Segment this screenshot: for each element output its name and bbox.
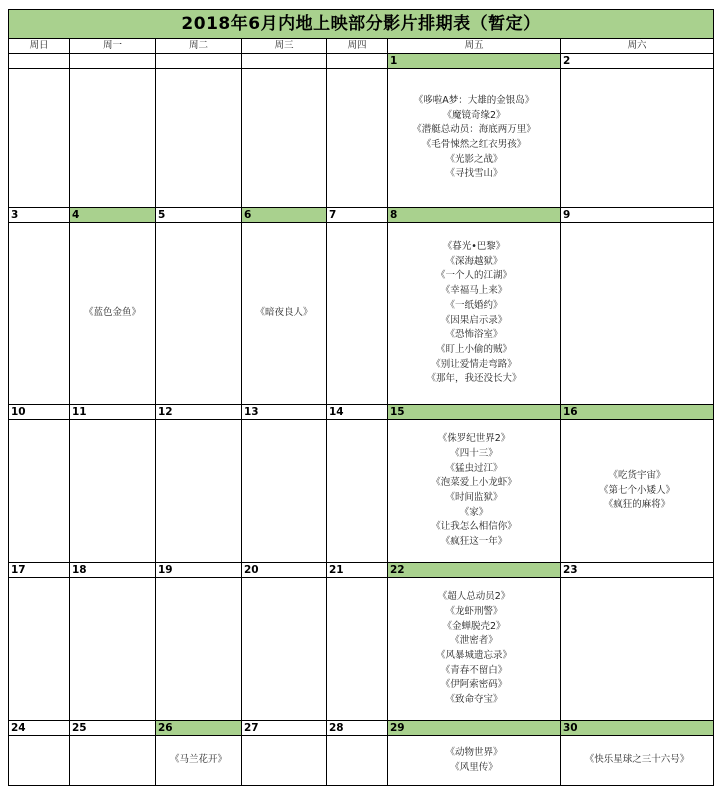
date-number: 11 <box>70 405 156 420</box>
date-number: 27 <box>242 721 327 736</box>
date-number: 5 <box>156 208 242 223</box>
date-number: 7 <box>327 208 388 223</box>
page-title: 2018年6月内地上映部分影片排期表（暂定） <box>9 10 713 39</box>
date-number: 16 <box>561 405 713 420</box>
movie-title: 《致命夺宝》 <box>445 694 503 706</box>
day-cell <box>388 736 561 785</box>
movie-title: 《泡菜爱上小龙虾》 <box>431 477 517 489</box>
date-number: 24 <box>9 721 70 736</box>
day-cell <box>561 736 713 785</box>
date-number <box>70 54 156 69</box>
date-number: 28 <box>327 721 388 736</box>
movie-title: 《风里传》 <box>450 761 498 773</box>
weekday-header-tue: 周二 <box>156 39 242 54</box>
day-cell <box>327 420 388 563</box>
weekday-header-wed: 周三 <box>242 39 327 54</box>
day-cell <box>327 736 388 785</box>
day-cell <box>9 578 70 721</box>
movie-title: 《龙虾刑警》 <box>445 605 503 617</box>
date-number: 1 <box>388 54 561 69</box>
day-cell <box>70 420 156 563</box>
weekday-header-sat: 周六 <box>561 39 713 54</box>
movie-title: 《泄密者》 <box>450 635 498 647</box>
date-number: 29 <box>388 721 561 736</box>
day-cell <box>388 420 561 563</box>
movie-title: 《快乐星球之三十六号》 <box>584 754 690 766</box>
date-number: 18 <box>70 563 156 578</box>
date-number: 20 <box>242 563 327 578</box>
movie-title: 《那年，我还没长大》 <box>426 373 522 385</box>
day-cell <box>9 420 70 563</box>
day-cell <box>388 223 561 405</box>
day-cell <box>327 69 388 208</box>
day-cell <box>242 223 327 405</box>
day-cell <box>70 223 156 405</box>
movie-title: 《盯上小偷的贼》 <box>435 343 512 355</box>
day-cell <box>156 223 242 405</box>
movie-title: 《第七个小矮人》 <box>598 484 675 496</box>
movie-title: 《伊阿索密码》 <box>440 679 508 691</box>
date-number: 30 <box>561 721 713 736</box>
date-number: 17 <box>9 563 70 578</box>
day-cell <box>9 223 70 405</box>
date-number: 2 <box>561 54 713 69</box>
movie-title: 《魔镜奇缘2》 <box>442 109 506 121</box>
movie-title: 《潜艇总动员：海底两万里》 <box>412 124 536 136</box>
weekday-header-mon: 周一 <box>70 39 156 54</box>
day-cell <box>242 736 327 785</box>
movie-title: 《蓝色金鱼》 <box>83 307 141 319</box>
date-number: 21 <box>327 563 388 578</box>
calendar-grid <box>9 39 713 785</box>
movie-title: 《家》 <box>459 506 489 518</box>
movie-title: 《因果启示录》 <box>440 314 508 326</box>
movie-title: 《疯狂的麻将》 <box>603 499 671 511</box>
day-cell <box>70 736 156 785</box>
date-number: 10 <box>9 405 70 420</box>
day-cell <box>327 223 388 405</box>
movie-title: 《猛虫过江》 <box>445 462 503 474</box>
movie-title: 《哆啦A梦：大雄的金银岛》 <box>413 94 535 106</box>
movie-title: 《风暴城遗忘录》 <box>435 650 512 661</box>
date-number <box>9 54 70 69</box>
day-cell <box>561 69 713 208</box>
movie-title: 《一个人的江湖》 <box>435 270 512 282</box>
date-number <box>327 54 388 69</box>
movie-title: 《马兰花开》 <box>169 754 227 766</box>
movie-title: 《疯狂这一年》 <box>440 536 508 548</box>
day-cell <box>242 578 327 721</box>
date-number: 3 <box>9 208 70 223</box>
day-cell <box>561 578 713 721</box>
movie-title: 《一纸婚约》 <box>445 299 503 311</box>
date-number: 12 <box>156 405 242 420</box>
day-cell <box>327 578 388 721</box>
day-cell <box>388 578 561 721</box>
day-cell <box>9 69 70 208</box>
movie-title: 《让我怎么相信你》 <box>431 521 517 533</box>
date-number: 25 <box>70 721 156 736</box>
date-number: 15 <box>388 405 561 420</box>
movie-title: 《超人总动员2》 <box>437 591 511 603</box>
date-number: 9 <box>561 208 713 223</box>
movie-title: 《恐怖浴室》 <box>445 329 503 341</box>
date-number: 8 <box>388 208 561 223</box>
day-cell <box>70 69 156 208</box>
movie-title: 《四十三》 <box>450 447 498 459</box>
day-cell <box>156 420 242 563</box>
day-cell <box>242 420 327 563</box>
date-number: 4 <box>70 208 156 223</box>
movie-title: 《暗夜良人》 <box>255 307 313 319</box>
day-cell <box>70 578 156 721</box>
date-number: 22 <box>388 563 561 578</box>
weekday-header-thu: 周四 <box>327 39 388 54</box>
day-cell <box>156 736 242 785</box>
day-cell <box>561 420 713 563</box>
movie-title: 《侏罗纪世界2》 <box>437 433 511 445</box>
day-cell <box>242 69 327 208</box>
date-number <box>156 54 242 69</box>
date-number: 13 <box>242 405 327 420</box>
date-number <box>242 54 327 69</box>
movie-title: 《寻找雪山》 <box>445 168 503 180</box>
movie-title: 《毛骨悚然之红衣男孩》 <box>421 139 527 150</box>
date-number: 6 <box>242 208 327 223</box>
day-cell <box>9 736 70 785</box>
day-cell <box>561 223 713 405</box>
movie-title: 《吃货宇宙》 <box>608 469 666 481</box>
day-cell <box>388 69 561 208</box>
weekday-header-fri: 周五 <box>388 39 561 54</box>
movie-title: 《深海越狱》 <box>445 255 503 267</box>
movie-title: 《别让爱情走弯路》 <box>431 358 517 370</box>
day-cell <box>156 69 242 208</box>
date-number: 14 <box>327 405 388 420</box>
movie-title: 《动物世界》 <box>445 746 503 758</box>
date-number: 19 <box>156 563 242 578</box>
movie-title: 《光影之战》 <box>445 153 503 165</box>
date-number: 26 <box>156 721 242 736</box>
date-number: 23 <box>561 563 713 578</box>
movie-title: 《时间监狱》 <box>445 492 503 503</box>
movie-title: 《青春不留白》 <box>440 664 508 676</box>
day-cell <box>156 578 242 721</box>
movie-title: 《暮光•巴黎》 <box>442 240 506 252</box>
movie-title: 《幸福马上来》 <box>440 285 508 297</box>
weekday-header-sun: 周日 <box>9 39 70 54</box>
schedule-sheet <box>8 9 714 786</box>
movie-title: 《金蝉脱壳2》 <box>442 620 506 632</box>
